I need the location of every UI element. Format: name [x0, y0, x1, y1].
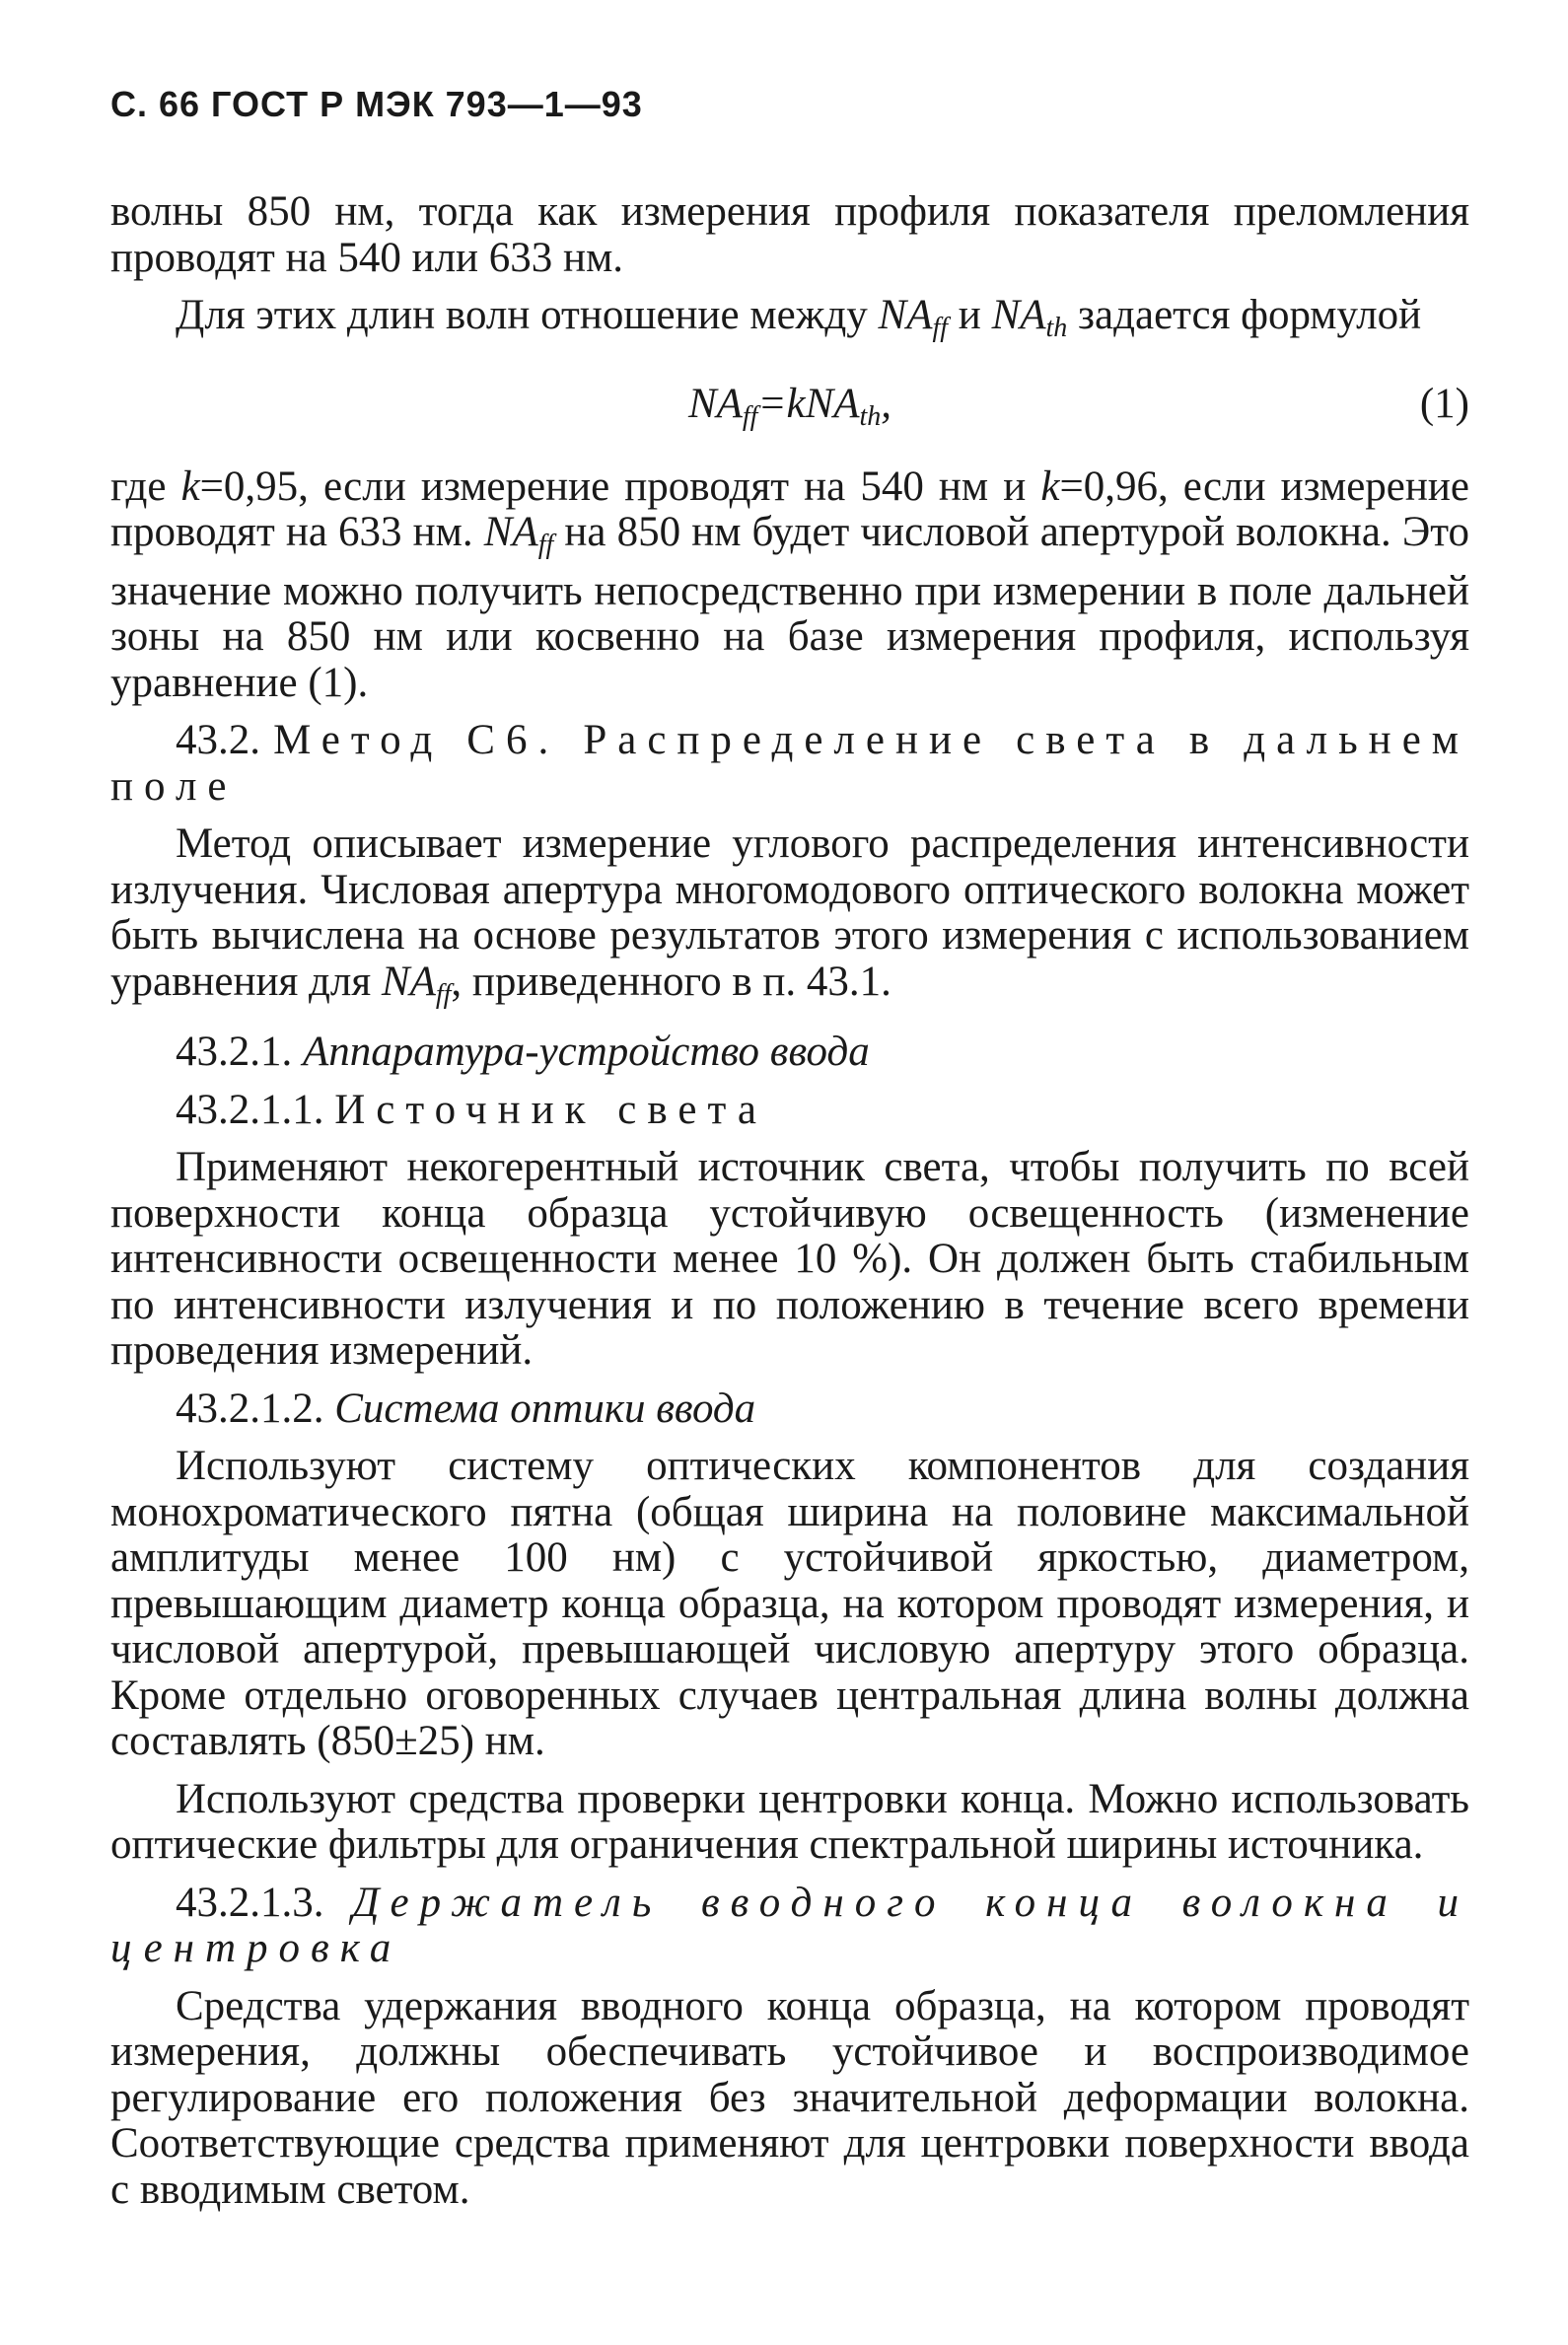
subscript-ff: ff [435, 978, 452, 1010]
section-title: Источник света [334, 1086, 767, 1133]
text-segment: =0,96, если измерение проводят на 633 нм. [110, 462, 1469, 555]
paragraph-method-description [110, 821, 1469, 1018]
section-heading-43-2-1 [110, 1030, 1469, 1076]
section-title: Аппаратура-устройство ввода [303, 1029, 870, 1075]
paragraph-formula-intro [110, 293, 1469, 352]
formula-rhs-subscript: th [859, 400, 882, 432]
section-title: Система оптики ввода [334, 1385, 756, 1432]
paragraph-continuation: волны 850 нм, тогда как измерения профиля показателя преломления проводят на 540 или 633 нм. [110, 188, 1469, 281]
symbol-na: NA [878, 292, 933, 338]
symbol-k: k [1040, 462, 1060, 510]
section-title: Метод С6. Распределение света в дальнем поле [110, 717, 1469, 810]
paragraph-input-optics: Используют систему оптических компонентов для создания монохроматического пятна (общая ширина на половине максимальной амплитуды менее 100 нм) с устойчивой яркостью, диаметром, превышающим диаметр конца образца, на котором проводят измерения, и числовой апертурой, превышающей числовую апертуру этого образца. Кроме отдельно оговоренных случаев центральная длина волны должна составлять (850±25) нм. [110, 1443, 1469, 1764]
formula-number: (1) [1419, 380, 1469, 427]
section-number: 43.2.1. [176, 1029, 293, 1075]
section-number: 43.2.1.2. [176, 1385, 324, 1432]
section-number: 43.2. [176, 717, 260, 763]
subscript-ff: ff [537, 530, 554, 560]
symbol-na: NA [483, 509, 538, 555]
text-segment: =0,95, если измерение проводят на 540 нм и [199, 462, 1041, 510]
section-number: 43.2.1.3. [176, 1879, 324, 1926]
section-heading-43-2-1-2 [110, 1386, 1469, 1433]
section-heading-43-2-1-3 [110, 1881, 1469, 1972]
section-number: 43.2.1.1. [176, 1086, 324, 1133]
text-segment: , приведенного в п. 43.1. [451, 958, 891, 1005]
formula-lhs: NA [687, 380, 743, 427]
subscript-th: th [1045, 313, 1068, 343]
paragraph-k-values [110, 464, 1469, 707]
formula-comma: , [881, 380, 892, 427]
page-header: С. 66 ГОСТ Р МЭК 793—1—93 [110, 84, 643, 124]
document-page [110, 85, 1469, 2225]
text-segment: задается формулой [1067, 292, 1422, 338]
text-segment: на 850 нм будет числовой апертурой волокна. Это значение можно получить непосредственно при измерении в поле дальней зоны на 850 нм или косвенно на базе измерения профиля, используя уравнение (1). [110, 509, 1469, 706]
formula-rhs: =kNA [757, 380, 860, 427]
text-segment: и [948, 292, 992, 338]
symbol-na: NA [991, 292, 1046, 338]
text-segment: Метод описывает измерение углового распределения интенсивности излучения. Числовая апертура многомодового оптического волокна может быть вычислена на основе результатов этого измерения с использованием уравнения для [110, 820, 1469, 1005]
section-heading-43-2 [110, 718, 1469, 810]
text-segment: где [110, 462, 181, 510]
paragraph-light-source: Применяют некогерентный источник света, чтобы получить по всей поверхности конца образца устойчивую освещенность (изменение интенсивности освещенности менее 10 %). Он должен быть стабильным по интенсивности излучения и по положению в течение всего времени проведения измерений. [110, 1144, 1469, 1374]
formula-lhs-subscript: ff [742, 400, 758, 432]
paragraph-centering-means: Используют средства проверки центровки конца. Можно использовать оптические фильтры для ограничения спектральной ширины источника. [110, 1775, 1469, 1868]
subscript-ff: ff [932, 313, 949, 343]
text-segment: Для этих длин волн отношение между [176, 292, 879, 338]
formula-1 [110, 380, 1469, 432]
section-heading-43-2-1-1 [110, 1088, 1469, 1134]
section-title: Держатель вводного конца волокна и центровка [110, 1879, 1470, 1971]
paragraph-fiber-holder: Средства удержания вводного конца образца, на котором проводят измерения, должны обеспечивать устойчивое и воспроизводимое регулирование его положения без значительной деформации волокна. Соответствующие средства применяют для центровки поверхности ввода с вводимым светом. [110, 1982, 1469, 2213]
symbol-k: k [180, 462, 200, 510]
symbol-na: NA [381, 958, 436, 1005]
